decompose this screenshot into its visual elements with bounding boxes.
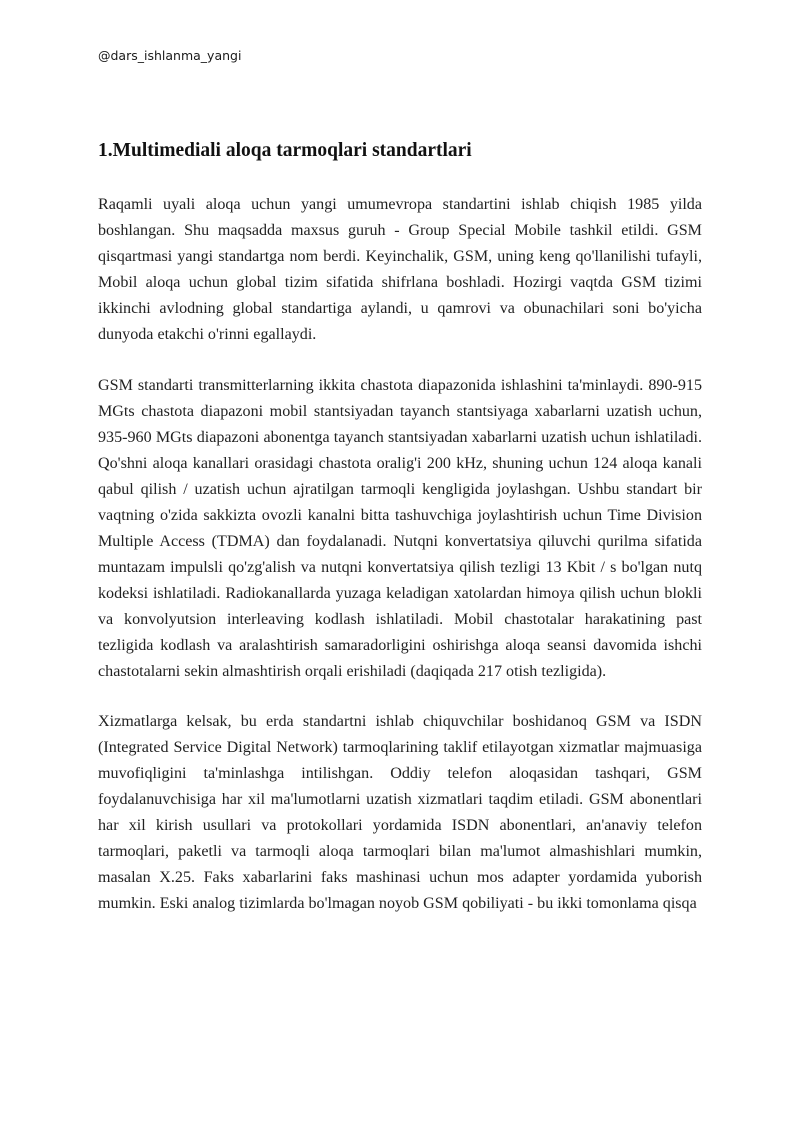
paragraph-gsm-services: Xizmatlarga kelsak, bu erda standartni ishlab chiquvchilar boshidanoq GSM va ISDN (Integrated Service Digital Network) tarmoqlarining taklif etilayotgan xizmatlar majmuasiga muvofiqligini ta'minlashga intilishgan. Oddiy telefon aloqasidan tashqari, GSM foydalanuvchisiga har xil ma'lumotlarni uzatish xizmatlari taqdim etiladi. GSM abonentlari har xil kirish usullari va protokollari yordamida ISDN abonentlari, an'anaviy telefon tarmoqlari, paketli va tarmoqli aloqa tarmoqlari bilan ma'lumot almashishlari mumkin, masalan X.25. Faks xabarlarini faks mashinasi uchun mos adapter yordamida yuborish mumkin. Eski analog tizimlarda bo'lmagan noyob GSM qobiliyati - bu ikki tomonlama qisqa [98,713,702,912]
paragraph-gsm-frequencies: GSM standarti transmitterlarning ikkita chastota diapazonida ishlashini ta'minlaydi. 890-915 MGts chastota diapazoni mobil stantsiyadan tayanch stantsiyaga xabarlarni uzatish uchun, 935-960 MGts diapazoni abonentga tayanch stantsiyadan xabarlarni uzatish uchun ishlatiladi. Qo'shni aloqa kanallari orasidagi chastota oralig'i 200 kHz, shuning uchun 124 aloqa kanali qabul qilish / uzatish uchun ajratilgan tarmoqli kengligida joylashgan. Ushbu standart bir vaqtning o'zida sakkizta ovozli kanalni bitta tashuvchiga joylashtirish uchun Time Division Multiple Access (TDMA) dan foydalanadi. Nutqni konvertatsiya qiluvchi qurilma sifatida muntazam impulsli qo'zg'alish va nutqni konvertatsiya qilish tezligi 13 Kbit / s bo'lgan nutq kodeksi ishlatiladi. Radiokanallarda yuzaga keladigan xatolardan himoya qilish uchun blokli va konvolyutsion interleaving kodlash ishlatiladi. Mobil chastotalar harakatining past tezligida kodlash va aralashtirish samaradorligini oshirishga aloqa seansi davomida ishchi chastotalarni sekin almashtirish orqali erishiladi (daqiqada 217 otish tezligida). [98,376,702,680]
document-body [98,192,702,917]
document-title: 1.Multimediali aloqa tarmoqlari standartlari [98,140,472,161]
paragraph-gsm-history: Raqamli uyali aloqa uchun yangi umumevropa standartini ishlab chiqish 1985 yilda boshlangan. Shu maqsadda maxsus guruh - Group Special Mobile tashkil etildi. GSM qisqartmasi yangi standartga nom berdi. Keyinchalik, GSM, uning keng qo'llanilishi tufayli, Mobil aloqa uchun global tizim sifatida shifrlana boshladi. Hozirgi vaqtda GSM tizimi ikkinchi avlodning global standartiga aylandi, u qamrovi va obunachilari soni bo'yicha dunyoda etakchi o'rinni egallaydi. [98,196,702,343]
channel-tag: @dars_ishlanma_yangi [98,48,242,63]
